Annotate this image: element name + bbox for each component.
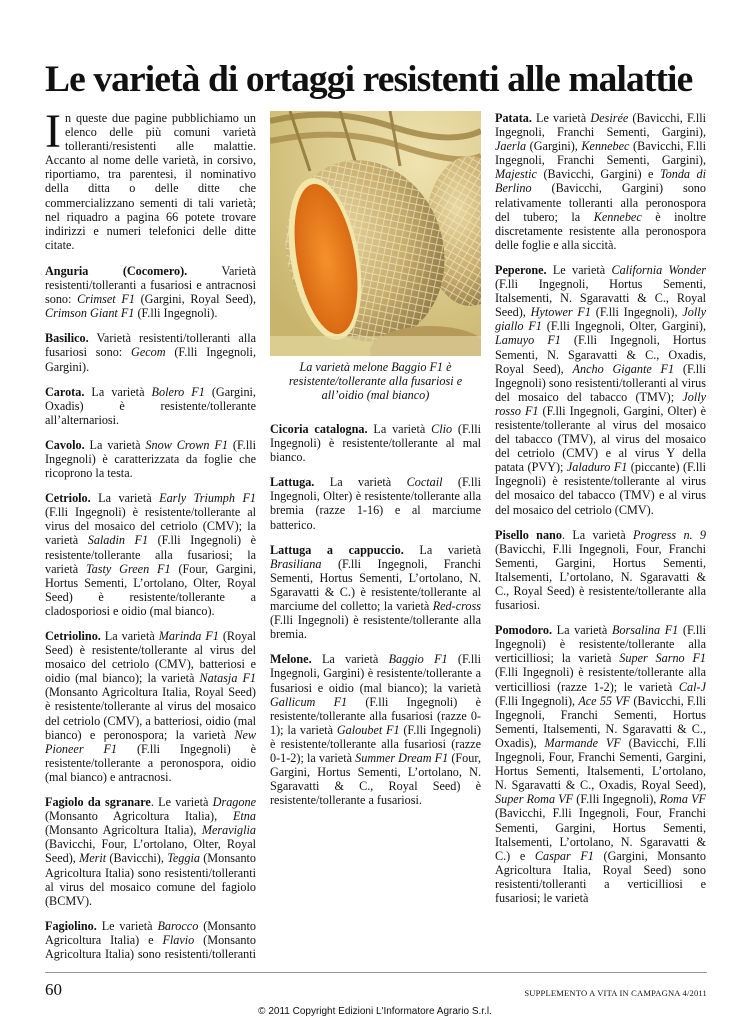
text-column-3 bbox=[495, 111, 706, 963]
copyright-notice: © 2011 Copyright Edizioni L'Informatore Agrario S.r.l. bbox=[258, 1006, 492, 1017]
entry-cetriolo: Cetriolo. La varietà Early Triumph F1 (F.lli Ingegnoli) è resistente/tollerante al virus del mosaico del cetriolo (CMV); la varietà Saladin F1 (F.lli Ingegnoli) è resistente/tollerante alla fusariosi; la varietà Tasty Green F1 (Four, Gargini, Hortus Sementi, L’ortolano, Olter, Royal Seed) è resistente/tollerante a cladosporiosi e oidio (mal bianco). bbox=[45, 491, 256, 618]
entry-cicoria: Cicoria catalogna. La varietà Clio (F.lli Ingegnoli) è resistente/tollerante al mal bianco. bbox=[270, 422, 481, 465]
col3-flow bbox=[495, 111, 706, 905]
entry-anguria: Anguria (Cocomero). Varietà resistenti/tolleranti a fusariosi e antracnosi sono: Crimset F1 (Gargini, Royal Seed), Crimson Giant F1 (F.lli Ingegnoli). bbox=[45, 263, 256, 321]
entry-lattuga-cappuccio: Lattuga a cappuccio. La varietà Brasiliana (F.lli Ingegnoli, Franchi Sementi, Hortus Sementi, L’ortolano, N. Sgaravatti & C.) è resistente/tollerante al marciume del colletto; la varietà Red-cross (F.lli Ingegnoli) è resistente/tollerante alla bremia. bbox=[270, 542, 481, 642]
entry-peperone: Peperone. Le varietà California Wonder (F.lli Ingegnoli, Hortus Sementi, Italsementi, N. Sgaravatti & C., Royal Seed), Hytower F1 (F.lli Ingegnoli), Jolly giallo F1 (F.lli Ingegnoli, Olter, Gargini), Lamuyo F1 (F.lli Ingegnoli, Hortus Sementi, N. Sgaravatti & C., Oxadis, Royal Seed), Ancho Gigante F1 (F.lli Ingegnoli) sono resistenti/tolleranti al virus del mosaico del tabacco (TMV); Jolly rosso F1 (F.lli Ingegnoli, Gargini, Olter) è resistente/tollerante al virus del mosaico del tabacco (TMV), al virus del mosaico del cetriolo (CMV) e al virus Y della patata (PVY); Jaladuro F1 (piccante) (F.lli Ingegnoli) è resistente/tollerante al virus del mosaico del tabacco (TMV) e al virus del mosaico del cetriolo (CMV). bbox=[495, 262, 706, 517]
entry-pisello: Pisello nano. La varietà Progress n. 9 (Bavicchi, F.lli Ingegnoli, Four, Franchi Sementi, Gargini, Hortus Sementi, Italsementi, L’ortolano, N. Sgaravatti & C., Royal Seed) è resistente/tollerante alla fusariosi. bbox=[495, 527, 706, 613]
entry-pomodoro: Pomodoro. La varietà Borsalina F1 (F.lli Ingegnoli) è resistente/tollerante alla verticilliosi; la varietà Super Sarno F1 (F.lli Ingegnoli) è resistente/tollerante alla verticilliosi (razze 1-2); le varietà Cal-J (F.lli Ingegnoli), Ace 55 VF (Bavicchi, F.lli Ingegnoli, Franchi Sementi, Hortus Sementi, Italsementi, N. Sgaravatti & C., Oxadis), Marmande VF (Bavicchi, F.lli Ingegnoli, Four, Franchi Sementi, Gargini, Hortus Sementi, Italsementi, L’ortolano, N. Sgaravatti & C., Oxadis, Royal Seed), Super Roma VF (F.lli Ingegnoli), Roma VF (Bavicchi, F.lli Ingegnoli, Four, Franchi Sementi, Gargini, Hortus Sementi, Italsementi, L’ortolano, N. Sgaravatti & C.) e Caspar F1 (Gargini, Monsanto Agricoltura Italia, Royal Seed) sono resistenti/tolleranti a verticilliosi e fusariosi; le varietà bbox=[495, 623, 706, 905]
photo-block bbox=[270, 111, 481, 411]
entry-fagiolino: Fagiolino. Le varietà Barocco (Monsanto Agricoltura Italia) e Flavio (Monsanto Agricoltura Italia) sono resistenti/tolleranti bbox=[45, 918, 256, 961]
melon-photo bbox=[270, 111, 481, 356]
col2-flow bbox=[270, 422, 481, 807]
entry-cavolo: Cavolo. La varietà Snow Crown F1 (F.lli Ingegnoli) è caratterizzata da foglie che ricoprono la testa. bbox=[45, 437, 256, 481]
entry-lattuga: Lattuga. La varietà Coctail (F.lli Ingegnoli, Olter) è resistente/tollerante alla bremia (razze 1-16) e al marciume batterico. bbox=[270, 475, 481, 532]
text-column-2 bbox=[270, 411, 481, 963]
text-column-1 bbox=[45, 111, 256, 963]
entry-cetriolino: Cetriolino. La varietà Marinda F1 (Royal Seed) è resistente/tollerante al virus del mosaico del cetriolo (CMV), batteriosi e oidio (mal bianco); la varietà Natasja F1 (Monsanto Agricoltura Italia, Royal Seed) è resistente/tollerante al virus del mosaico del cetriolo (CMV), a batteriosi, oidio (mal bianco) e peronospora; la varietà New Pioneer F1 (F.lli Ingegnoli) è resistente/tollerante a peronospora, oidio (mal bianco) e antracnosi. bbox=[45, 629, 256, 784]
entry-fagiolo: Fagiolo da sgranare. Le varietà Dragone (Monsanto Agricoltura Italia), Etna (Monsanto Agricoltura Italia), Meraviglia (Bavicchi, Four, L’ortolano, Olter, Royal Seed), Merit (Bavicchi), Teggia (Monsanto Agricoltura Italia) sono resistenti/tolleranti al virus del mosaico comune del fagiolo (BCMV). bbox=[45, 795, 256, 908]
entry-patata: Patata. Le varietà Desirée (Bavicchi, F.lli Ingegnoli, Franchi Sementi, Gargini), Jaerla (Gargini), Kennebec (Bavicchi, F.lli Ingegnoli, Franchi Sementi, Gargini), Majestic (Bavicchi, Gargini) e Tonda di Berlino (Bavicchi, Gargini) sono relativamente tolleranti alla peronospora del tubero; la Kennebec è inoltre discretamente resistente alla peronospora delle foglie e alla siccità. bbox=[495, 111, 706, 252]
entry-melone: Melone. La varietà Baggio F1 (F.lli Ingegnoli, Gargini) è resistente/tollerante a fusariosi e oidio (mal bianco); la varietà Gallicum F1 (F.lli Ingegnoli) è resistente/tollerante alla fusariosi (razze 0-1); la varietà Galoubet F1 (F.lli Ingegnoli) è resistente/tollerante alla fusariosi (razze 0-1-2); la varietà Summer Dream F1 (Four, Gargini, Hortus Sementi, L’ortolano, N. Sgaravatti & C., Royal Seed) è resistente/tollerante a fusariosi. bbox=[270, 652, 481, 808]
entry-carota: Carota. La varietà Bolero F1 (Gargini, Oxadis) è resistente/tollerante all’alternariosi. bbox=[45, 384, 256, 427]
photo-caption: La varietà melone Baggio F1 è resistente/tollerante alla fusariosi e all’oidio (mal bianco) bbox=[288, 360, 463, 403]
intro-paragraph: In queste due pagine pubblichiamo un elenco delle più comuni varietà tolleranti/resistenti alle malattie. Accanto al nome delle varietà, in corsivo, riportiamo, tra parentesi, il nominativo della ditta o delle ditte che commercializzano sementi di tali varietà; nel riquadro a pagina 66 potete trovare indirizzi e numeri telefonici delle ditte citate. bbox=[45, 111, 256, 252]
page-number: 60 bbox=[45, 980, 62, 999]
entry-basilico: Basilico. Varietà resistenti/tolleranti alla fusariosi sono: Gecom (F.lli Ingegnoli, Gargini). bbox=[45, 331, 256, 374]
footer-rule bbox=[45, 972, 707, 973]
page-title: Le varietà di ortaggi resistenti alle malattie bbox=[45, 59, 693, 100]
supplement-label: SUPPLEMENTO A VITA IN CAMPAGNA 4/2011 bbox=[524, 988, 707, 998]
drop-cap: I bbox=[45, 111, 61, 158]
